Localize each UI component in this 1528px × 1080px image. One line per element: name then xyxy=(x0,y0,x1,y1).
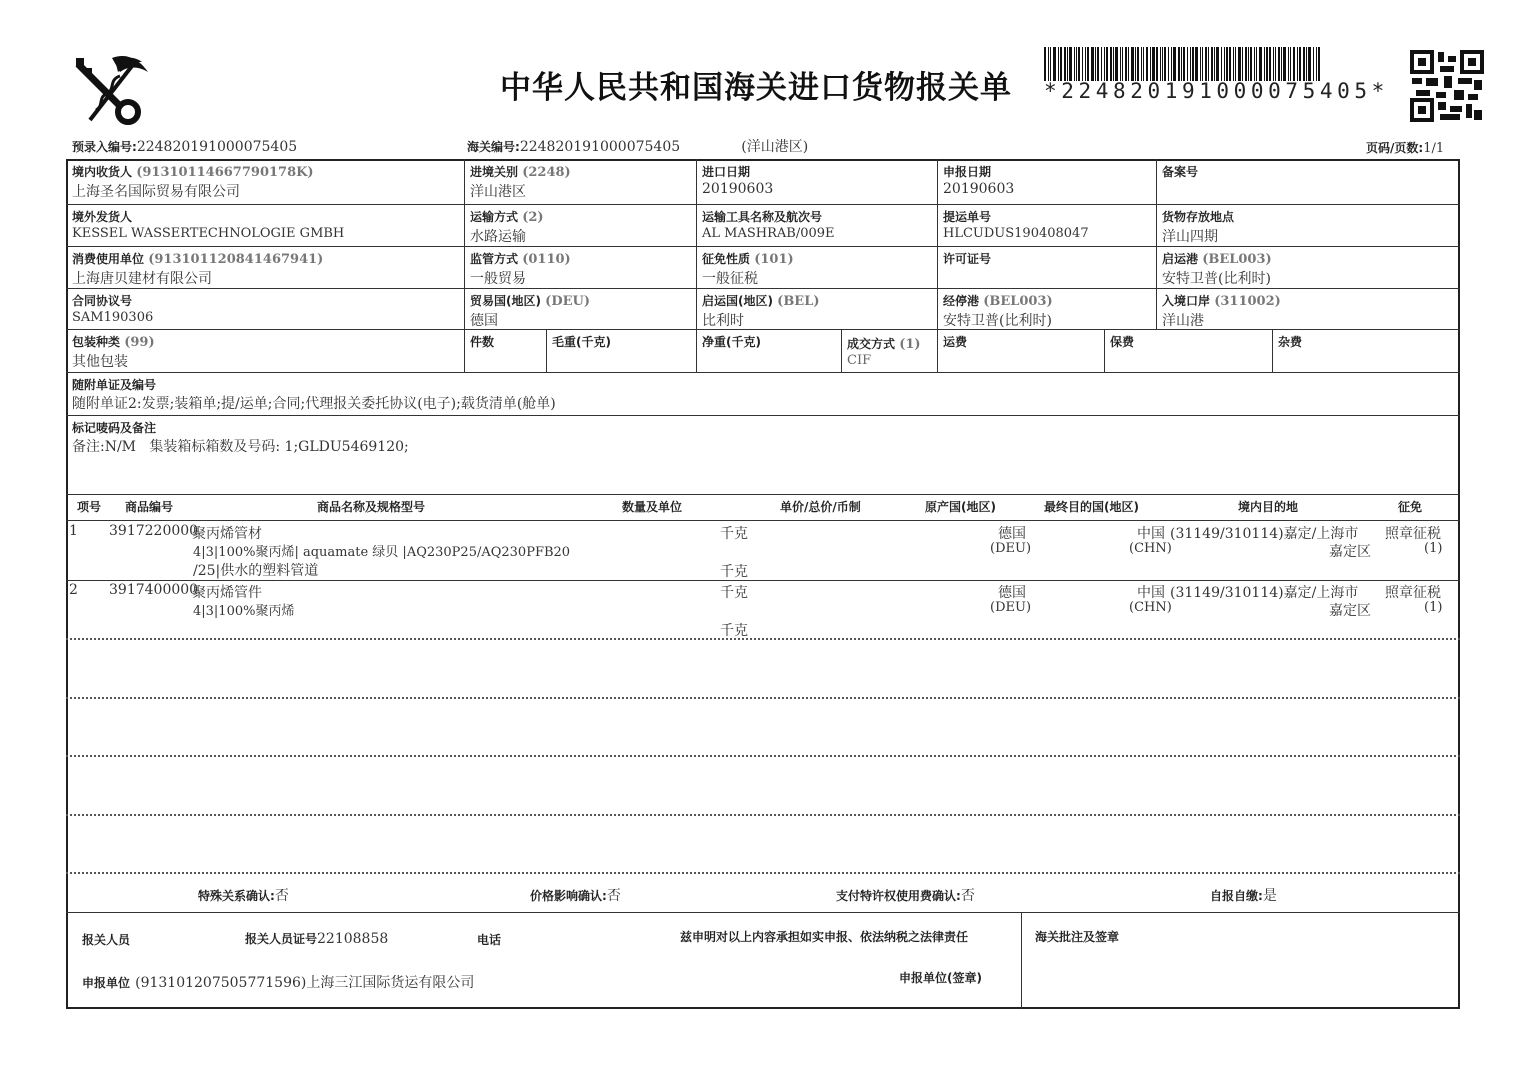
field-stop-port: 经停港 (BEL003) 安特卫普(比利时) xyxy=(943,294,1053,329)
qr-code-icon xyxy=(1410,50,1484,122)
field-record-no: 备案号 xyxy=(1162,165,1199,179)
page-title: 中华人民共和国海关进口货物报关单 xyxy=(500,70,1012,106)
field-import-date: 进口日期 20190603 xyxy=(702,165,774,197)
field-misc-fee: 杂费 xyxy=(1278,335,1303,349)
field-departure-port: 启运港 (BEL003) 安特卫普(比利时) xyxy=(1162,252,1272,287)
header-price: 单价/总价/币制 xyxy=(780,500,861,514)
field-levy-nature: 征免性质 (101) 一般征税 xyxy=(702,252,794,287)
customs-number: 海关编号:224820191000075405 (洋山港区) xyxy=(467,139,809,155)
field-shipper: 境外发货人 KESSEL WASSERTECHNOLOGIE GMBH xyxy=(72,210,345,241)
preentry-number: 预录入编号:224820191000075405 xyxy=(72,139,298,155)
field-storage: 货物存放地点 洋山四期 xyxy=(1162,210,1235,245)
field-pieces: 件数 xyxy=(470,335,495,349)
field-attached-docs: 随附单证及编号 随附单证2:发票;装箱单;提/运单;合同;代理报关委托协议(电子);载货清单(舱单) xyxy=(72,378,556,412)
field-origin-country: 启运国(地区) (BEL) 比利时 xyxy=(702,294,820,329)
field-bl-no: 提运单号 HLCUDUS190408047 xyxy=(943,210,1089,241)
customs-approval: 海关批注及签章 xyxy=(1035,930,1120,944)
field-freight: 运费 xyxy=(943,335,968,349)
customs-emblem-icon xyxy=(72,50,152,126)
broker-label: 报关人员 xyxy=(82,933,131,947)
field-license-no: 许可证号 xyxy=(943,252,992,266)
royalty-confirm: 支付特许权使用费确认:否 xyxy=(836,888,975,904)
barcode: *224820191000075405* xyxy=(1044,47,1389,103)
field-package-type: 包装种类 (99) 其他包装 xyxy=(72,335,155,370)
page-count: 页码/页数:1/1 xyxy=(1366,141,1445,156)
header-goods-name: 商品名称及规格型号 xyxy=(317,500,426,514)
field-gross-weight: 毛重(千克) xyxy=(552,335,611,349)
header-domestic-dest: 境内目的地 xyxy=(1238,500,1299,514)
declaration-statement: 兹申明对以上内容承担如实申报、依法纳税之法律责任 xyxy=(680,930,969,944)
field-insurance: 保费 xyxy=(1110,335,1135,349)
field-consumer: 消费使用单位 (913101120841467941) 上海唐贝建材有限公司 xyxy=(72,252,324,287)
field-entry-port: 入境口岸 (311002) 洋山港 xyxy=(1162,294,1281,329)
field-entry-customs: 进境关别 (2248) 洋山港区 xyxy=(470,165,571,200)
header-origin: 原产国(地区) xyxy=(925,500,996,514)
header-hs-code: 商品编号 xyxy=(125,500,174,514)
field-supervision: 监管方式 (0110) 一般贸易 xyxy=(470,252,571,287)
header-quantity: 数量及单位 xyxy=(622,500,683,514)
field-deal-mode: 成交方式 (1) CIF xyxy=(847,337,921,368)
declarant: 申报单位 (913101207505771596)上海三江国际货运有限公司 xyxy=(82,975,475,991)
phone-label: 电话 xyxy=(477,933,502,947)
field-net-weight: 净重(千克) xyxy=(702,335,761,349)
price-influence-confirm: 价格影响确认:否 xyxy=(530,888,621,904)
field-contract-no: 合同协议号 SAM190306 xyxy=(72,294,154,325)
special-relation-confirm: 特殊关系确认:否 xyxy=(198,888,289,904)
declarant-seal: 申报单位(签章) xyxy=(899,971,982,985)
header-levy: 征免 xyxy=(1398,500,1423,514)
broker-id: 报关人员证号22108858 xyxy=(245,931,389,947)
header-item-no: 项号 xyxy=(77,500,102,514)
self-report-confirm: 自报自缴:是 xyxy=(1210,888,1277,904)
field-declare-date: 申报日期 20190603 xyxy=(943,165,1015,197)
header-final-dest: 最终目的国(地区) xyxy=(1044,500,1139,514)
field-vessel: 运输工具名称及航次号 AL MASHRAB/009E xyxy=(702,210,835,241)
field-transport-mode: 运输方式 (2) 水路运输 xyxy=(470,210,544,245)
field-consignee: 境内收货人 (91310114667790178K) 上海圣名国际贸易有限公司 xyxy=(72,165,314,200)
field-trade-country: 贸易国(地区) (DEU) 德国 xyxy=(470,294,590,329)
field-marks: 标记唛码及备注 备注:N/M 集装箱标箱数及号码: 1;GLDU5469120; xyxy=(72,421,409,455)
